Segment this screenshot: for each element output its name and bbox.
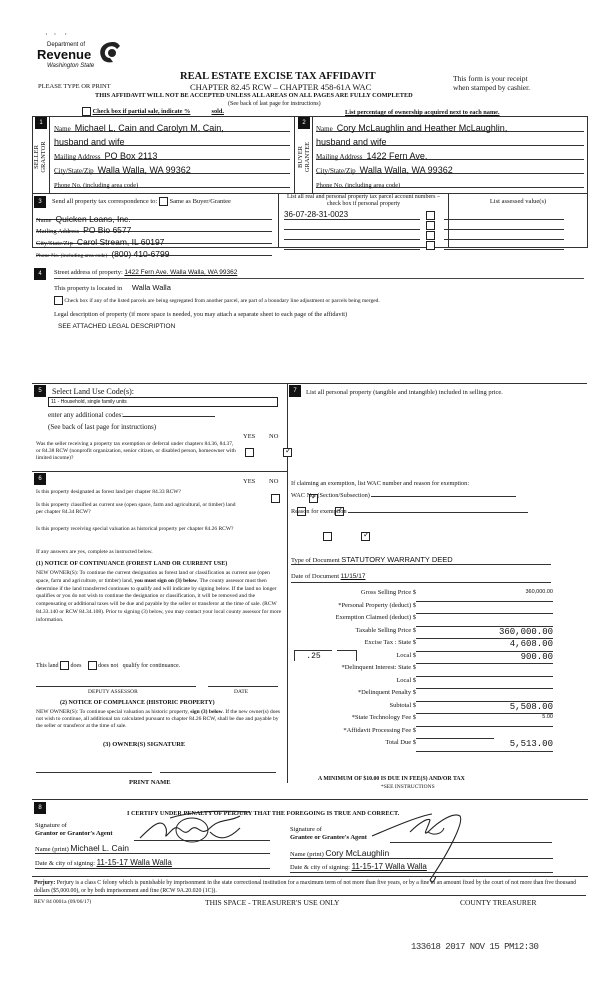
print-name-label: PRINT NAME <box>129 779 171 786</box>
buyer-name-2[interactable]: husband and wife <box>316 137 387 147</box>
buyer-fields: Name Cory McLaughlin and Heather McLaughlin, husband and wife Mailing Address 1422 Fern Ave. City/State/Zip Walla Walla, WA 99362 Phone No. (including area code) <box>316 118 584 188</box>
section-8-badge: 8 <box>34 802 46 814</box>
dor-swirl-icon <box>95 40 121 64</box>
assessed-header: List assessed value(s) <box>489 198 547 205</box>
scan-dots: · · · <box>45 30 67 39</box>
parcel-value[interactable] <box>444 231 564 240</box>
notice1-body: NEW OWNER(S): To continue the current designation as forest land or classification as current use (open space, farm and agriculture, or timber) land, you must sign on (3) below. The county assessor must then determine if the land transferred continues to qualify and will indicate by signing below. If the land no longer qualifies or you do not wish to continue the designation or classification, it will be removed and the compensating or additional taxes will be due and payable by the seller or transferor at the time of sale. (RCW 84.33.140 or RCW 84.34.108). Prior to signing (3) below, you may contact your local county assessor for more information. <box>36 570 282 623</box>
legal-label: Legal description of property (if more space is needed, you may attach a separate sheet to each page of the affidavit) <box>54 311 348 318</box>
land-use-label: Select Land Use Code(s): <box>52 387 134 396</box>
parcel-value[interactable] <box>444 221 564 230</box>
does-not-checkbox[interactable] <box>88 661 97 670</box>
notice2-title: (2) NOTICE OF COMPLIANCE (HISTORIC PROPERTY) <box>60 700 215 706</box>
additional-codes-row: enter any additional codes: <box>48 411 278 419</box>
grantor-date-row: Date & city of signing: 11-15-17 Walla Walla <box>35 858 270 869</box>
segregate-checkbox[interactable] <box>54 296 63 305</box>
see-back: (See back of last page for instructions) <box>228 101 321 107</box>
see-instructions: *SEE INSTRUCTIONS <box>381 784 435 790</box>
section-2-badge: 2 <box>298 117 310 129</box>
seller-name-2[interactable]: husband and wife <box>54 137 125 147</box>
dor-state: Washington State <box>47 63 95 69</box>
legal-description[interactable]: SEE ATTACHED LEGAL DESCRIPTION <box>58 323 176 330</box>
fee-row: Subtotal $ 5,508.00 <box>291 702 553 715</box>
seller-fields: Name Michael L. Cain and Carolyn M. Cain, husband and wife Mailing Address PO Box 2113 City/State/Zip Walla Walla, WA 99362 Phone No. (including area code) <box>54 118 290 188</box>
fee-row: *Delinquent Penalty $ <box>291 689 553 702</box>
corr-phone[interactable]: (800) 410-6799 <box>111 249 170 259</box>
fee-row: *Personal Property (deduct) $ <box>291 602 553 615</box>
reason-row: Reason for exemption <box>291 508 528 515</box>
wac-input[interactable] <box>371 496 516 497</box>
fee-table <box>291 589 553 752</box>
wac-row: WAC No. (Section/Subsection) <box>291 492 516 499</box>
seller-side-label: SELLER GRANTOR <box>33 141 47 173</box>
dor-dept: Department of <box>47 42 86 48</box>
parcel-row <box>284 241 584 251</box>
owner-signature-line-1[interactable] <box>36 772 152 773</box>
section-4-badge: 4 <box>34 268 46 280</box>
partial-sale-checkbox[interactable] <box>82 107 91 116</box>
cashier-stamp: 133618 2017 NOV 15 PM12:30 <box>411 942 539 952</box>
street-address[interactable]: 1422 Fern Ave. Walla Walla, WA 99362 <box>124 269 238 276</box>
buyer-name[interactable]: Cory McLaughlin and Heather McLaughlin, <box>336 123 508 133</box>
located-row: This property is located in Walla Walla <box>54 283 171 292</box>
perjury-note: Perjury: Perjury is a class C felony which is punishable by imprisonment in the state correctional institution for a maximum term of not more than five years, or by a fine in an amount fixed by the court of not more than five thousand dollars ($5,000.00), or by both imprisonment and fine (RCW 9A.20.020 (1C)). <box>34 879 586 896</box>
county-treasurer: COUNTY TREASURER <box>460 898 537 907</box>
notice2-body: NEW OWNER(S): To continue special valuation as historic property, sign (3) below. If the new owner(s) does not wish to continue, all additional tax calculated pursuant to chapter 84.26 RCW, shall be due and payable by the seller or transferor at the time of sale. <box>36 709 281 729</box>
land-use-see-back: (See back of last page for instructions) <box>48 423 157 431</box>
doc-date-row: Date of Document 11/15/17 <box>291 573 551 583</box>
fee-row: Excise Tax : State $ 4,608.00 <box>291 639 553 652</box>
fee-row: *State Technology Fee $ 5.00 <box>291 714 553 727</box>
q-current-use: Is this property classified as current use (open space, farm and agricultural, or timber) land per chapter 84.34 RCW? <box>36 502 236 515</box>
treasurer-space: THIS SPACE - TREASURER'S USE ONLY <box>205 898 340 907</box>
street-row: Street address of property: 1422 Fern Ave. Walla Walla, WA 99362 <box>54 269 584 279</box>
personal-property-label: List all personal property (tangible and intangible) included in selling price. <box>306 389 503 396</box>
parcel-personal-checkbox[interactable] <box>426 241 435 250</box>
parcels-header: List all real and personal property tax parcel account numbers – check box if personal property <box>287 194 440 207</box>
section-1-badge: 1 <box>35 117 47 129</box>
partial-sale-row <box>82 107 224 116</box>
same-as-buyer-checkbox[interactable] <box>159 197 168 206</box>
partial-sale-label: Check box if partial sale, indicate % <box>92 107 191 115</box>
corr-city[interactable]: Carol Stream, IL 60197 <box>76 237 165 247</box>
exemption-yes-checkbox[interactable] <box>245 448 254 457</box>
section-6-badge: 6 <box>34 473 46 485</box>
grantee-name[interactable]: Cory McLaughlin <box>325 848 390 858</box>
located-in[interactable]: Walla Walla <box>131 283 171 292</box>
buyer-side-label: BUYER GRANTEE <box>297 141 311 173</box>
grantee-name-row: Name (print) Cory McLaughlin <box>290 848 553 859</box>
section-7-badge: 7 <box>289 385 301 397</box>
deputy-assessor-label: DEPUTY ASSESSOR <box>88 689 138 695</box>
minimum-note: A MINIMUM OF $10.00 IS DUE IN FEE(S) AND/OR TAX <box>318 776 465 782</box>
grantee-sig-label: Signature of Grantee or Grantee's Agent <box>290 826 367 841</box>
parcel-list <box>284 211 584 251</box>
fee-row: *Delinquent Interest: State $ <box>291 664 553 677</box>
grantor-date[interactable]: 11-15-17 Walla Walla <box>96 858 172 867</box>
parcel-personal-checkbox[interactable] <box>426 221 435 230</box>
exemption-no-checkbox[interactable] <box>283 448 292 457</box>
no-header-6: NO <box>269 478 279 485</box>
date-label: DATE <box>234 689 249 695</box>
owner-signature-label: (3) OWNER(S) SIGNATURE <box>103 741 186 748</box>
form-id: REV 84 0001a (09/06/17) <box>34 899 92 905</box>
parcel-personal-checkbox[interactable] <box>426 231 435 240</box>
warning-text: THIS AFFIDAVIT WILL NOT BE ACCEPTED UNLESS ALL AREAS ON ALL PAGES ARE FULLY COMPLETED <box>95 92 413 99</box>
grantor-signature-icon <box>110 808 270 848</box>
receipt-note-1: This form is your receipt <box>453 74 528 83</box>
section-5-badge: 5 <box>34 385 46 397</box>
type-or-print: PLEASE TYPE OR PRINT <box>38 83 111 90</box>
land-use-code-select[interactable]: 11 - Household, single family units <box>48 397 278 407</box>
exemption-intro: If claiming an exemption, list WAC number and reason for exemption: <box>291 480 470 487</box>
correspondence-label-row: Send all property tax correspondence to: Same as Buyer/Grantee <box>52 197 231 205</box>
dor-logo <box>35 40 125 72</box>
q-forest: Is this property designated as forest land per chapter 84.33 RCW? <box>36 489 181 495</box>
q-historic-yes[interactable] <box>323 532 332 541</box>
yes-header: YES <box>243 433 256 440</box>
no-header: NO <box>269 433 279 440</box>
corr-name[interactable]: Quicken Loans, Inc. <box>55 214 131 224</box>
fee-row: Taxable Selling Price $ 360,000.00 <box>291 627 553 640</box>
exemption-question: Was the seller receiving a property tax exemption or deferral under chapters 84.36, 84.37, or 84.38 RCW (nonprofit organization, senior citizen, or disabled person, homeowner with limited income)? <box>36 441 236 461</box>
grantee-date-row: Date & city of signing: 11-15-17 Walla Walla <box>290 862 553 873</box>
parcel-row <box>284 221 584 231</box>
receipt-note-2: when stamped by cashier. <box>453 83 531 92</box>
q-forest-yes[interactable] <box>271 494 280 503</box>
parcel-row: 36-07-28-31-0023 <box>284 211 584 221</box>
seller-city[interactable]: Walla Walla, WA 99362 <box>97 165 191 175</box>
ownership-note: List percentage of ownership acquired next to each name. <box>345 109 500 116</box>
parcel-row <box>284 231 584 241</box>
q-historic-no[interactable] <box>361 532 370 541</box>
buyer-city[interactable]: Walla Walla, WA 99362 <box>359 165 453 175</box>
grantor-name[interactable]: Michael L. Cain <box>70 843 129 853</box>
section-3-badge: 3 <box>34 196 46 208</box>
grantee-date[interactable]: 11-15-17 Walla Walla <box>351 862 427 871</box>
segregate-row: Check box if any of the listed parcels are being segregated from another parcel, are part of a boundary line adjustment or parcels being merged. <box>54 296 380 305</box>
buyer-mailing[interactable]: 1422 Fern Ave. <box>366 151 428 161</box>
correspondence-fields: Name Quicken Loans, Inc. Mailing Address PO Bio 6577 City/State/Zip Carol Stream, IL 60197 Phone No. (including area code) (800) 410-6799 <box>36 209 272 256</box>
owner-signature-line-2[interactable] <box>160 772 276 773</box>
corr-mailing[interactable]: PO Bio 6577 <box>83 225 132 235</box>
seller-name[interactable]: Michael L. Cain and Carolyn M. Cain, <box>74 123 224 133</box>
sold-label: sold. <box>211 107 224 115</box>
doc-type-row: Type of Document STATUTORY WARRANTY DEED <box>291 555 551 565</box>
parcel-personal-checkbox[interactable] <box>426 211 435 220</box>
does-checkbox[interactable] <box>60 661 69 670</box>
form-title: REAL ESTATE EXCISE TAX AFFIDAVIT <box>180 71 376 82</box>
fee-row: Gross Selling Price $ 360,000.00 <box>291 589 553 602</box>
parcel-value[interactable] <box>444 241 564 250</box>
fee-row: Total Due $ 5,513.00 <box>291 739 553 752</box>
doc-date[interactable]: 11/15/17 <box>340 573 366 580</box>
this-land-row: This land does does not qualify for continuance. <box>36 662 181 669</box>
local-rate[interactable]: .25 <box>294 650 332 661</box>
fee-row: Local $ <box>291 677 553 690</box>
yes-header-6: YES <box>243 478 256 485</box>
if-yes-note: If any answers are yes, complete as instructed below. <box>36 549 153 555</box>
reason-input[interactable] <box>348 512 528 513</box>
grantor-name-row: Name (print) Michael L. Cain <box>35 843 270 854</box>
fee-row: .25 Local $ 900.00 <box>291 652 553 665</box>
dor-revenue: Revenue <box>37 47 92 62</box>
additional-codes-input[interactable] <box>123 416 215 417</box>
q-historic: Is this property receiving special valuation as historical property per chapter 84.26 RCW? <box>36 526 234 532</box>
grantor-sig-label: Signature of Grantor or Grantor's Agent <box>35 822 113 837</box>
fee-row: Exemption Claimed (deduct) $ <box>291 614 553 627</box>
form-chapter: CHAPTER 82.45 RCW – CHAPTER 458-61A WAC <box>190 82 372 92</box>
fee-row: *Affidavit Processing Fee $ <box>291 727 553 740</box>
seller-mailing[interactable]: PO Box 2113 <box>104 151 158 161</box>
notice1-title: (1) NOTICE OF CONTINUANCE (FOREST LAND OR CURRENT USE) <box>36 561 228 567</box>
doc-type[interactable]: STATUTORY WARRANTY DEED <box>341 555 453 564</box>
parcel-value[interactable] <box>444 211 564 220</box>
certify-statement: I CERTIFY UNDER PENALTY OF PERJURY THAT THE FOREGOING IS TRUE AND CORRECT. <box>127 810 400 817</box>
